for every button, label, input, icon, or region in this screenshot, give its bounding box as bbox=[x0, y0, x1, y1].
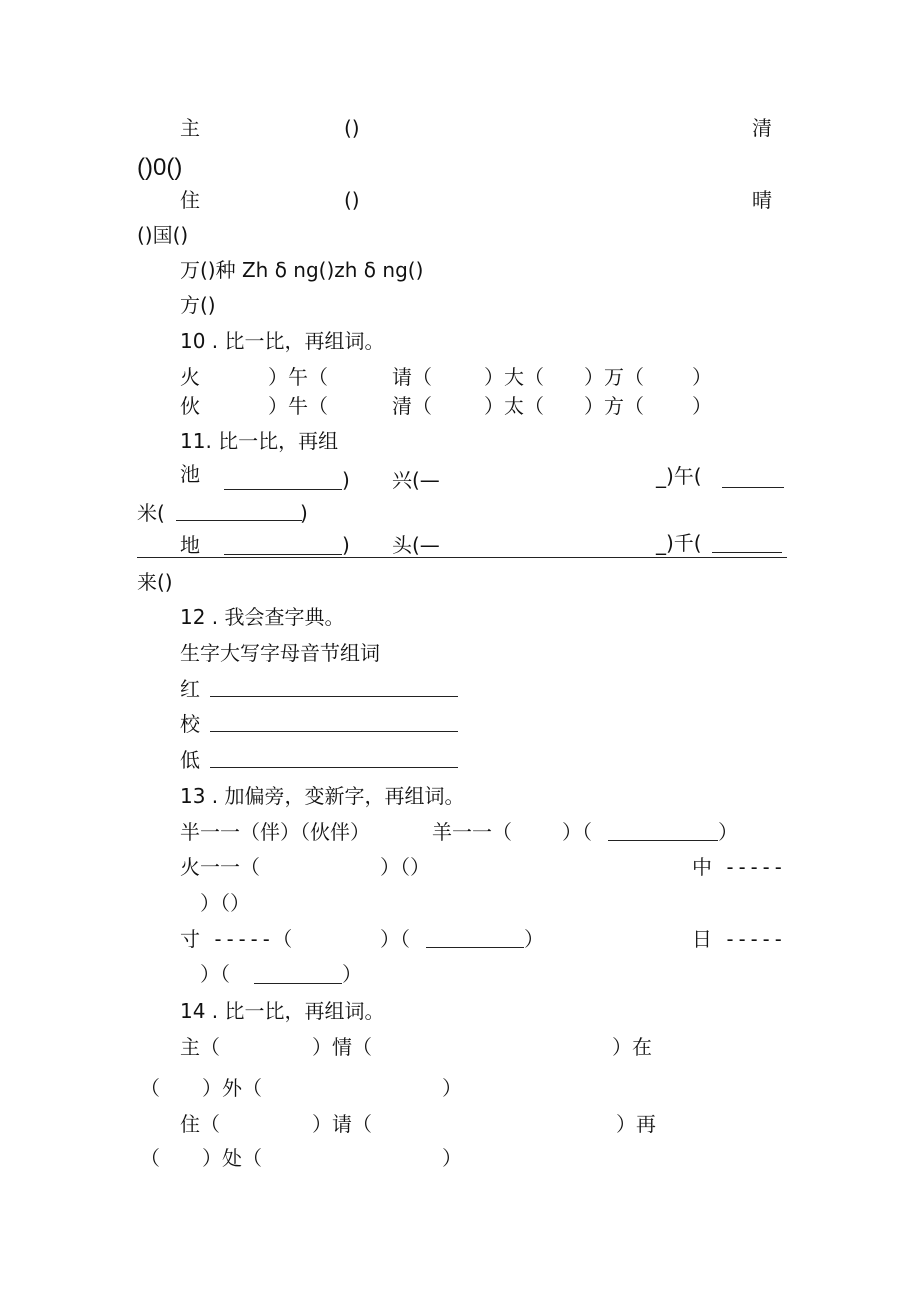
q12-title: 12 . 我会查字典。 bbox=[180, 605, 345, 629]
q13-text: 寸 -----（ bbox=[180, 927, 293, 951]
q14-text: ） bbox=[442, 1146, 462, 1170]
q13-text: ）（ bbox=[562, 820, 592, 844]
q14-text: 住（ bbox=[180, 1112, 220, 1136]
q13-text: ） bbox=[718, 820, 738, 844]
q14-text: （ bbox=[140, 1146, 160, 1170]
q10-cell: 清（ bbox=[392, 394, 432, 418]
divider bbox=[137, 557, 787, 558]
q13-text: ） bbox=[524, 927, 544, 951]
q11-cell: 米( bbox=[137, 501, 165, 525]
q14-text: ） bbox=[442, 1076, 462, 1100]
q10-cell: ）方（ bbox=[584, 394, 644, 418]
answer-blank bbox=[224, 554, 342, 555]
char-qing2: 晴 bbox=[752, 188, 772, 212]
blank-paren: () bbox=[344, 116, 360, 140]
answer-blank bbox=[722, 487, 784, 488]
q11-cell: 池 bbox=[180, 462, 200, 486]
q13-text: 火一一（ bbox=[180, 855, 260, 879]
q11-cell: ) bbox=[300, 501, 308, 525]
answer-blank bbox=[210, 767, 458, 768]
q10-cell: ）太（ bbox=[484, 394, 544, 418]
q14-text: ）外（ bbox=[202, 1076, 262, 1100]
q14-text: ）请（ bbox=[312, 1112, 372, 1136]
q10-cell: ） bbox=[692, 365, 712, 389]
q10-cell: ）牛（ bbox=[268, 394, 328, 418]
char-zhu: 主 bbox=[180, 116, 200, 140]
q10-cell: 火 bbox=[180, 365, 200, 389]
q11-cell: 地 bbox=[180, 533, 200, 557]
q10-cell: ） bbox=[692, 394, 712, 418]
char-qing: 清 bbox=[752, 116, 772, 140]
q14-text: ）情（ bbox=[312, 1035, 372, 1059]
q14-text: 主（ bbox=[180, 1035, 220, 1059]
q10-title: 10 . 比一比，再组词。 bbox=[180, 329, 385, 353]
answer-blank bbox=[254, 983, 342, 984]
answer-blank bbox=[210, 731, 458, 732]
q12-header: 生字大写字母音节组词 bbox=[180, 641, 380, 665]
q10-cell: ）万（ bbox=[584, 365, 644, 389]
q10-cell: ）大（ bbox=[484, 365, 544, 389]
q10-cell: 请（ bbox=[392, 365, 432, 389]
blank-paren: () bbox=[344, 188, 360, 212]
q11-cell: ) bbox=[342, 468, 350, 492]
q13-text: ）（） bbox=[380, 855, 430, 879]
q14-title: 14 . 比一比，再组词。 bbox=[180, 999, 385, 1023]
q13-text: 半一一（伴）（伙伴） bbox=[180, 820, 370, 844]
char-zhu2: 住 bbox=[180, 188, 200, 212]
line-fang: 方() bbox=[180, 293, 216, 317]
q14-text: ）在 bbox=[612, 1035, 652, 1059]
line-paren-zero: ()0() bbox=[137, 154, 183, 181]
answer-blank bbox=[426, 947, 524, 948]
q11-cell: 兴(— bbox=[392, 468, 440, 492]
line-wan: 万()种 Zh δ ng()zh δ ng() bbox=[180, 258, 424, 282]
q14-text: ）再 bbox=[616, 1112, 656, 1136]
q14-text: （ bbox=[140, 1076, 160, 1100]
q10-cell: ）午（ bbox=[268, 365, 328, 389]
q13-text: 日 ----- bbox=[692, 927, 785, 951]
answer-blank bbox=[176, 520, 302, 521]
q12-char: 红 bbox=[180, 677, 200, 701]
q13-text: ） bbox=[342, 962, 362, 986]
q10-cell: 伙 bbox=[180, 394, 200, 418]
q13-title: 13 . 加偏旁，变新字，再组词。 bbox=[180, 784, 465, 808]
q12-char: 低 bbox=[180, 748, 200, 772]
q13-text: ）（ bbox=[200, 962, 230, 986]
q13-text: ）（ bbox=[380, 927, 410, 951]
q11-cell: ) bbox=[342, 533, 350, 557]
q11-cell: 来() bbox=[137, 570, 173, 594]
answer-blank bbox=[608, 840, 718, 841]
line-guo: ()国() bbox=[137, 223, 189, 247]
answer-blank bbox=[712, 552, 782, 553]
answer-blank bbox=[210, 696, 458, 697]
q13-text: 中 ----- bbox=[692, 855, 785, 879]
q13-text: ）（） bbox=[200, 891, 250, 915]
q11-cell: _)午( bbox=[656, 464, 702, 488]
q11-cell: 头(— bbox=[392, 533, 440, 557]
answer-blank bbox=[224, 489, 342, 490]
q13-text: 羊一一（ bbox=[432, 820, 512, 844]
q12-char: 校 bbox=[180, 712, 200, 736]
q11-title: 11. 比一比，再组 bbox=[180, 429, 339, 453]
q14-text: ）处（ bbox=[202, 1146, 262, 1170]
q11-cell: _)千( bbox=[656, 531, 702, 555]
